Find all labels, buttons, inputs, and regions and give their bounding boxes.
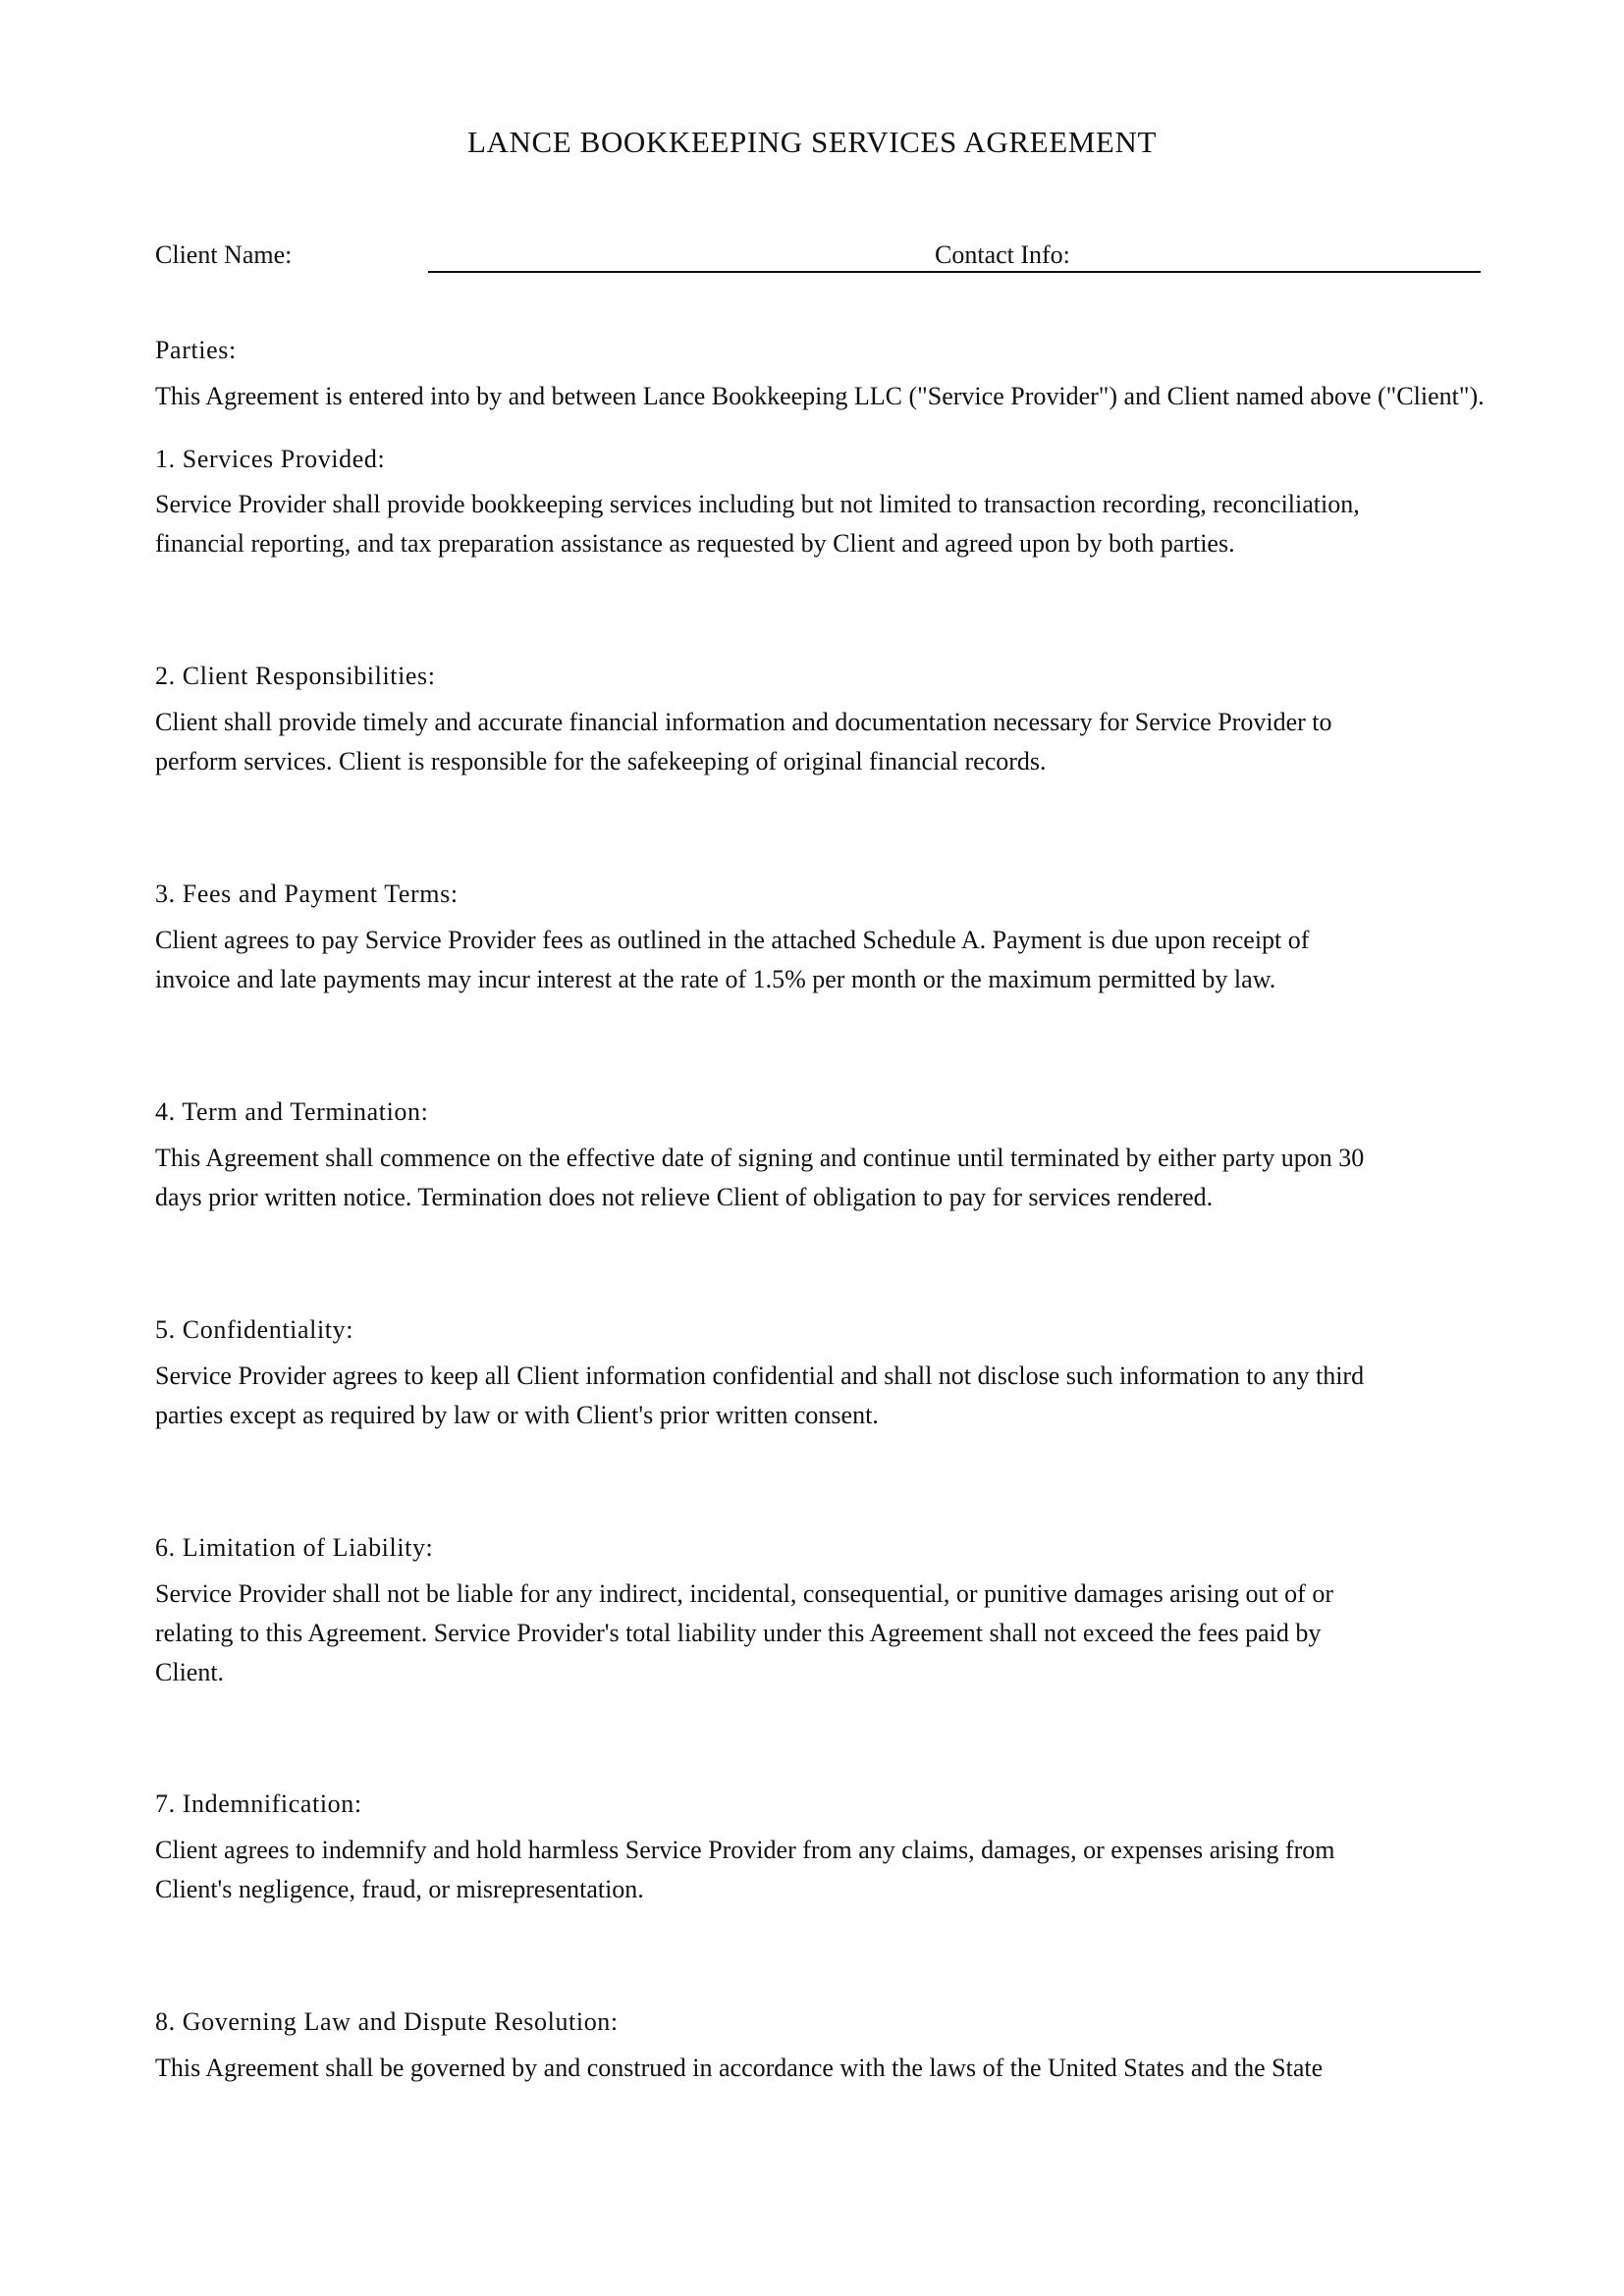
paragraph-line: Client agrees to indemnify and hold harmless Service Provider from any claims, damages, or expenses arising from bbox=[155, 1836, 1335, 1864]
section-heading-indemnification: 7. Indemnification: bbox=[155, 1789, 362, 1818]
section-paragraph-client-responsibilities bbox=[155, 703, 1332, 781]
paragraph-line: Client. bbox=[155, 1658, 225, 1686]
section-paragraph-services-provided bbox=[155, 485, 1360, 563]
paragraph-line: Service Provider shall provide bookkeeping services including but not limited to transaction recording, reconciliation, bbox=[155, 490, 1360, 518]
section-paragraph-governing-law bbox=[155, 2049, 1323, 2088]
paragraph-line: Service Provider shall not be liable for any indirect, incidental, consequential, or punitive damages arising out of or bbox=[155, 1579, 1333, 1608]
section-paragraph-limitation-of-liability bbox=[155, 1575, 1333, 1692]
section-heading-governing-law: 8. Governing Law and Dispute Resolution: bbox=[155, 2007, 619, 2036]
contact-info-label: Contact Info: bbox=[935, 240, 1070, 269]
paragraph-line: perform services. Client is responsible for the safekeeping of original financial records. bbox=[155, 747, 1047, 775]
section-paragraph-confidentiality bbox=[155, 1357, 1364, 1435]
section-heading-services-provided: 1. Services Provided: bbox=[155, 445, 386, 473]
section-paragraph-indemnification bbox=[155, 1831, 1334, 1909]
paragraph-line: relating to this Agreement. Service Provider's total liability under this Agreement shall not exceed the fees paid by bbox=[155, 1619, 1322, 1647]
section-heading-fees-and-payment-terms: 3. Fees and Payment Terms: bbox=[155, 880, 459, 908]
paragraph-line: This Agreement shall be governed by and construed in accordance with the laws of the United States and the State bbox=[155, 2054, 1324, 2082]
paragraph-line: days prior written notice. Termination does not relieve Client of obligation to pay for services rendered. bbox=[155, 1183, 1214, 1211]
paragraph-line: Client shall provide timely and accurate financial information and documentation necessary for Service Provider to bbox=[155, 708, 1332, 736]
paragraph-line: invoice and late payments may incur interest at the rate of 1.5% per month or the maximum permitted by law. bbox=[155, 965, 1276, 993]
paragraph-line: financial reporting, and tax preparation assistance as requested by Client and agreed upon by both parties. bbox=[155, 529, 1235, 558]
paragraph-line: Client's negligence, fraud, or misrepresentation. bbox=[155, 1875, 644, 1903]
paragraph-line: This Agreement is entered into by and between Lance Bookkeeping LLC ("Service Provider") and Client named above ("Client"). bbox=[155, 382, 1485, 410]
section-paragraph-term-and-termination bbox=[155, 1139, 1364, 1217]
section-heading-confidentiality: 5. Confidentiality: bbox=[155, 1315, 354, 1344]
paragraph-line: Client agrees to pay Service Provider fees as outlined in the attached Schedule A. Payment is due upon receipt of bbox=[155, 926, 1310, 954]
paragraph-line: parties except as required by law or with Client's prior written consent. bbox=[155, 1401, 879, 1429]
client-name-label: Client Name: bbox=[155, 240, 293, 269]
parties-heading: Parties: bbox=[155, 336, 237, 364]
section-heading-limitation-of-liability: 6. Limitation of Liability: bbox=[155, 1533, 434, 1562]
section-heading-client-responsibilities: 2. Client Responsibilities: bbox=[155, 662, 436, 690]
paragraph-line: Service Provider agrees to keep all Client information confidential and shall not disclose such information to any third bbox=[155, 1362, 1365, 1390]
section-paragraph-fees-and-payment-terms bbox=[155, 921, 1309, 999]
section-heading-term-and-termination: 4. Term and Termination: bbox=[155, 1097, 429, 1126]
paragraph-line: This Agreement shall commence on the effective date of signing and continue until terminated by either party upon 30 bbox=[155, 1144, 1365, 1172]
document-title: LANCE BOOKKEEPING SERVICES AGREEMENT bbox=[467, 125, 1157, 159]
parties-paragraph bbox=[155, 377, 1485, 416]
